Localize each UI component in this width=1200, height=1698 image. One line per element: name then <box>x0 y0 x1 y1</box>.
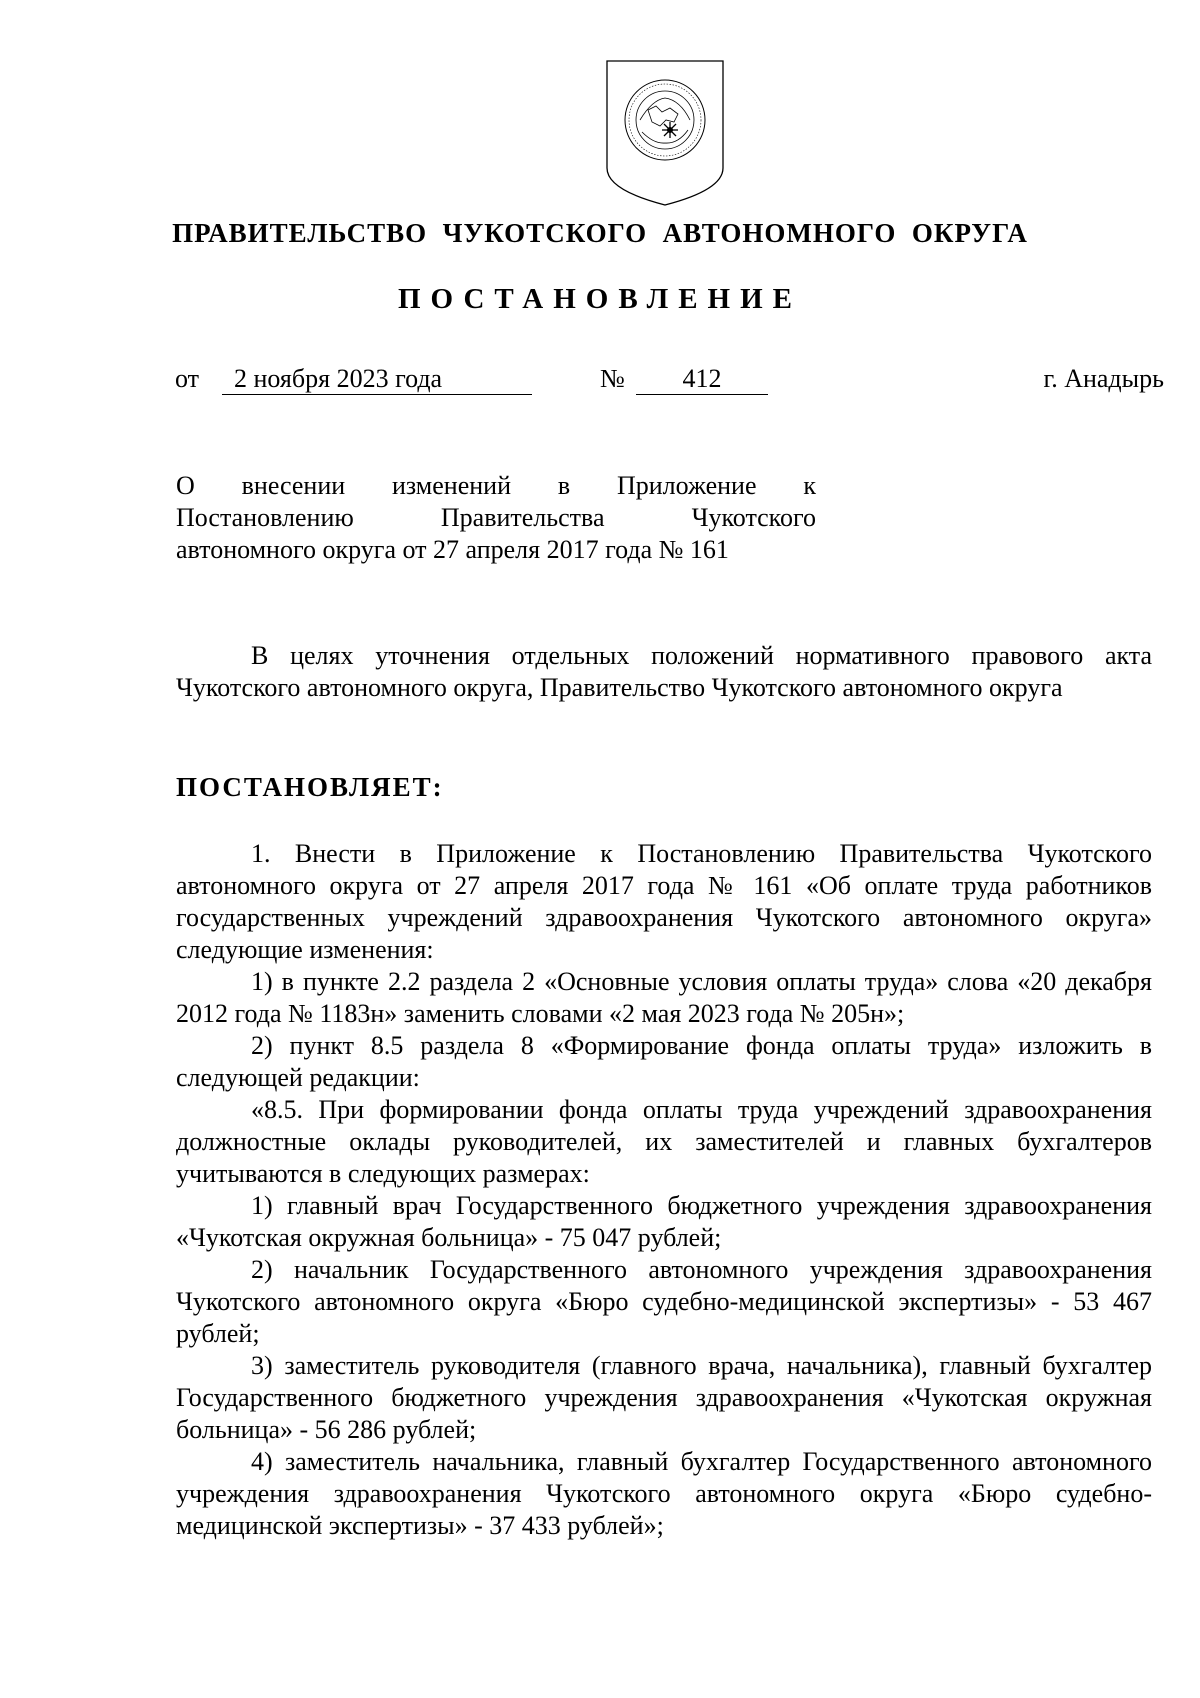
preamble-paragraph: В целях уточнения отдельных положений нормативного правового акта Чукотского автономного округа, Правительство Чукотского автономного округа <box>176 641 1152 702</box>
resolution-item: 4) заместитель начальника, главный бухгалтер Государственного автономного учреждения здравоохранения Чукотского автономного округа «Бюро судебно-медицинской экспертизы» - 37 433 рублей»; <box>176 1447 1152 1540</box>
resolution-body <box>176 838 1152 1542</box>
resolution-item: «8.5. При формировании фонда оплаты труда учреждений здравоохранения должностные оклады руководителей, их заместителей и главных бухгалтеров учитываются в следующих размерах: <box>176 1095 1152 1188</box>
resolution-item: 2) пункт 8.5 раздела 8 «Формирование фонда оплаты труда» изложить в следующей редакции: <box>176 1031 1152 1092</box>
resolution-item: 3) заместитель руководителя (главного врача, начальника), главный бухгалтер Государственного бюджетного учреждения здравоохранения «Чукотская окружная больница» - 56 286 рублей; <box>176 1351 1152 1444</box>
resolves-heading: ПОСТАНОВЛЯЕТ: <box>176 772 444 802</box>
number-sign-label: № <box>600 364 625 393</box>
document-subject <box>176 470 816 566</box>
subject-line: О внесении изменений в Приложение к <box>176 471 816 500</box>
resolution-item: 1) в пункте 2.2 раздела 2 «Основные условия оплаты труда» слова «20 декабря 2012 года № 1183н» заменить словами «2 мая 2023 года № 205н»; <box>176 967 1152 1028</box>
document-date: 2 ноября 2023 года <box>222 364 532 395</box>
preamble-section <box>176 640 1152 704</box>
government-title: ПРАВИТЕЛЬСТВО ЧУКОТСКОГО АВТОНОМНОГО ОКРУГА <box>172 218 1028 248</box>
date-prefix-label: от <box>175 364 200 393</box>
coat-of-arms-emblem <box>604 58 726 208</box>
resolution-item: 2) начальник Государственного автономного учреждения здравоохранения Чукотского автономного округа «Бюро судебно-медицинской экспертизы» - 53 467 рублей; <box>176 1255 1152 1348</box>
document-type-title: ПОСТАНОВЛЕНИЕ <box>397 283 802 315</box>
subject-line: Постановлению Правительства Чукотского <box>176 503 816 532</box>
resolution-item: 1) главный врач Государственного бюджетного учреждения здравоохранения «Чукотская окружная больница» - 75 047 рублей; <box>176 1191 1152 1252</box>
document-number: 412 <box>636 364 768 395</box>
subject-line: автономного округа от 27 апреля 2017 года № 161 <box>176 535 729 564</box>
document-city: г. Анадырь <box>1043 364 1164 393</box>
resolution-item: 1. Внести в Приложение к Постановлению Правительства Чукотского автономного округа от 27 апреля 2017 года № 161 «Об оплате труда работников государственных учреждений здравоохранения Чукотского автономного округа» следующие изменения: <box>176 839 1152 964</box>
